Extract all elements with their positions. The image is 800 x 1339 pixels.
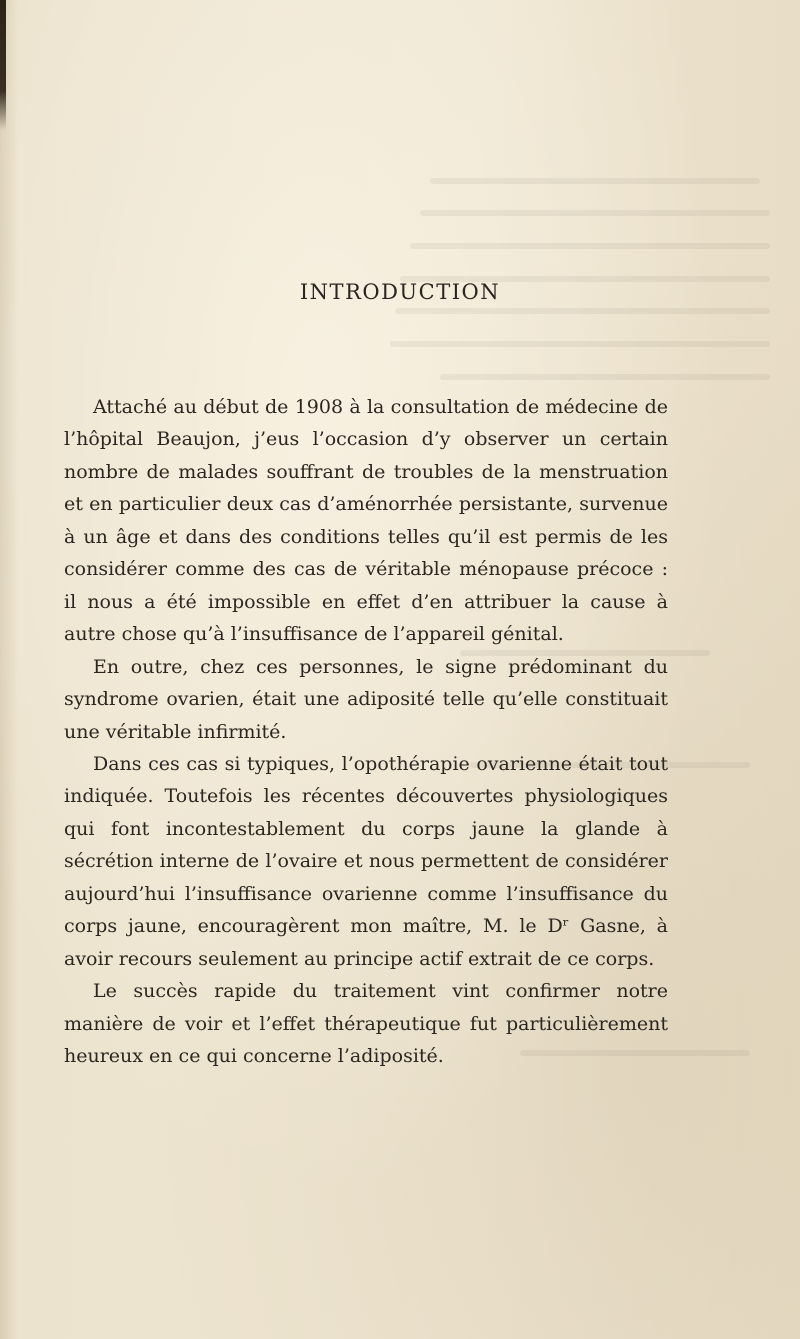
page-title: INTRODUCTION bbox=[299, 280, 501, 304]
binding-edge bbox=[0, 0, 6, 130]
paragraph-3: Dans ces cas si typiques, l’opothérapie ovarienne était tout indiquée. Toutefois les récentes découvertes physiologiques qui font incontestablement du corps jaune la glande à sécrétion interne de l’ovaire et nous permettent de considérer aujourd’hui l’insuffisance ovarienne comme l’insuffisance du corps jaune, encouragèrent mon maître, M. le Dʳ Gasne, à avoir recours seulement au principe actif extrait de ce corps. bbox=[64, 752, 668, 970]
body-text bbox=[64, 391, 668, 1073]
paragraph-1: Attaché au début de 1908 à la consultation de médecine de l’hôpital Beaujon, j’eus l’occasion d’y observer un certain nombre de malades souffrant de troubles de la menstruation et en particulier deux cas d’aménorrhée persistante, survenue à un âge et dans des conditions telles qu’il est permis de les considérer comme des cas de véritable ménopause précoce : il nous a été impossible en effet d’en attribuer la cause à autre chose qu’à l’insuffisance de l’appareil génital. bbox=[64, 396, 668, 646]
paragraph-2: En outre, chez ces personnes, le signe prédominant du syndrome ovarien, était une adiposité telle qu’elle constituait une véritable infirmité. bbox=[64, 655, 668, 743]
paragraph-4: Le succès rapide du traitement vint confirmer notre manière de voir et l’effet thérapeutique fut particulièrement heureux en ce qui concerne l’adiposité. bbox=[64, 980, 668, 1068]
